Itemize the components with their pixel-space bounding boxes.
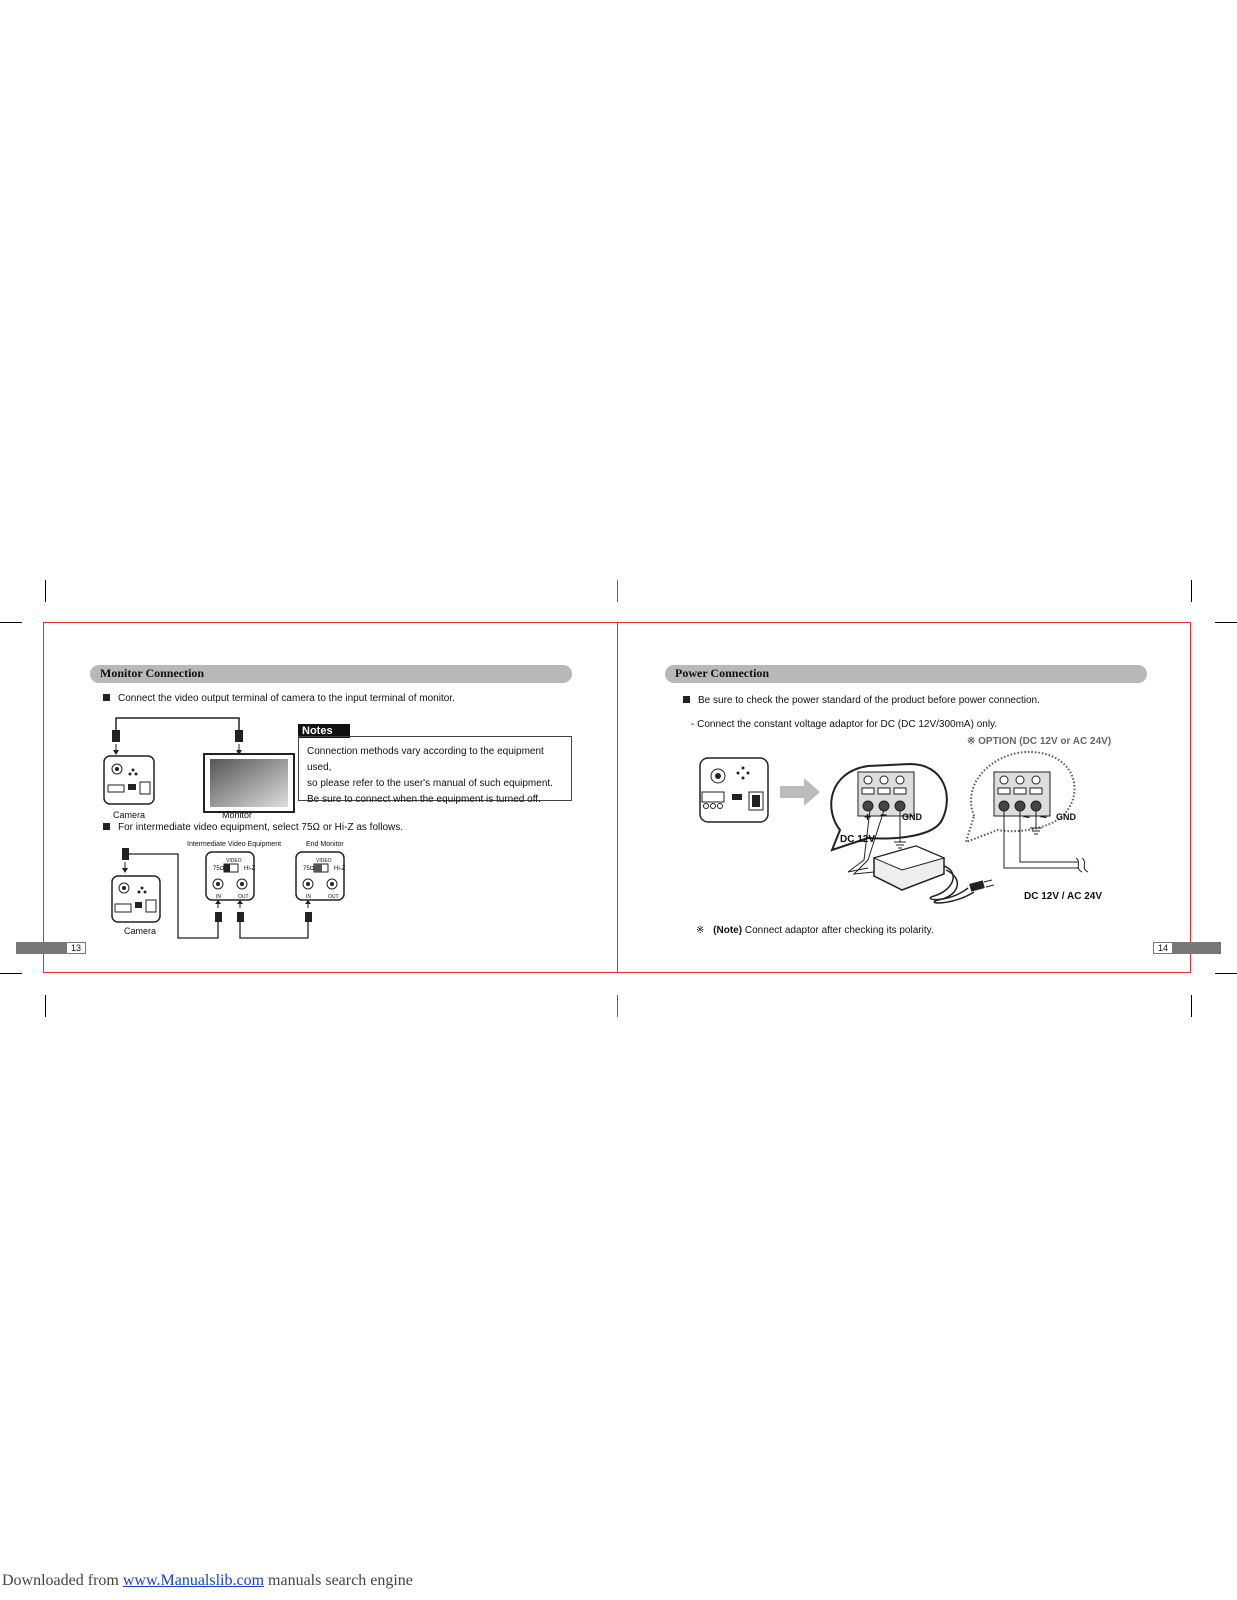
bullet-icon [683,696,690,703]
crop-mark [45,995,46,1017]
option-label: ※ OPTION (DC 12V or AC 24V) [967,736,1112,747]
dc12v-label: DC 12V [840,834,876,845]
section-header [90,665,572,683]
bullet-text [103,693,455,704]
bullet-label: For intermediate video equipment, select 75Ω or Hi-Z as follows. [118,822,404,833]
gnd-label: GND [1056,812,1076,822]
plus-label: + [864,810,872,824]
panel-out-label: OUT [238,894,249,900]
tilde-label: ~ [1040,810,1048,824]
bullet-icon [103,694,110,701]
panel-hiz-label: Hi-Z [244,866,256,872]
notes-title: Notes [298,724,350,738]
bullet-text [683,695,1040,706]
bullet-label: Be sure to check the power standard of the product before power connection. [698,695,1040,706]
crop-mark [1191,995,1192,1017]
notes-line: Connection methods vary according to the equipment used, [307,746,544,773]
camera-label: Camera [113,810,146,820]
camera-label: Camera [124,926,157,936]
footer-suffix: manuals search engine [264,1572,413,1589]
monitor-connection-diagram [100,712,300,820]
panel-hiz-label: Hi-Z [334,866,346,872]
panel-video-label: VIDEO [226,858,242,864]
footer-prefix: Downloaded from [2,1572,123,1589]
page-number: 14 [1153,942,1173,954]
panel-out-label: OUT [328,894,339,900]
notes-box [298,736,572,805]
notes-line: so please refer to the user's manual of such equipment. [307,778,553,789]
crop-mark [0,622,22,623]
notes-line: Be sure to connect when the equipment is turned off. [307,794,541,805]
note-line [696,925,934,936]
gnd-label: GND [902,812,922,822]
crop-mark [1215,973,1237,974]
section-title: Power Connection [675,666,770,680]
crop-mark [617,995,618,1017]
bullet-text [103,822,403,833]
page-divider [617,622,618,973]
panel-75-label: 75Ω [303,866,315,872]
page-number: 13 [66,942,86,954]
section-title: Monitor Connection [100,666,205,680]
section-header [665,665,1147,683]
tilde-label: ~ [1023,810,1031,824]
crop-mark [0,973,22,974]
panel-video-label: VIDEO [316,858,332,864]
crop-mark [617,580,618,602]
minus-label: − [880,808,888,822]
crop-mark [45,580,46,602]
note-bold: (Note) [713,925,743,936]
footer [2,1572,413,1590]
crop-mark [1215,622,1237,623]
monitor-label: Monitor [222,810,253,820]
dc-instruction: - Connect the constant voltage adaptor for DC (DC 12V/300mA) only. [691,719,998,730]
end-monitor-label: End Monitor [306,841,344,848]
crop-mark [1191,580,1192,602]
intermediate-label: Intermediate Video Equipment [187,841,282,848]
bullet-icon [103,823,110,830]
note-text: Connect adaptor after checking its polarity. [744,925,934,936]
panel-75-label: 75Ω [213,866,225,872]
power-connection-diagram [698,750,1118,910]
note-mark: ※ [696,925,705,936]
footer-link[interactable]: www.Manualslib.com [122,1572,265,1589]
panel-in-label: IN [306,894,311,900]
panel-in-label: IN [216,894,221,900]
bullet-label: Connect the video output terminal of camera to the input terminal of monitor. [118,693,455,704]
dc-ac-label: DC 12V / AC 24V [1024,891,1102,902]
